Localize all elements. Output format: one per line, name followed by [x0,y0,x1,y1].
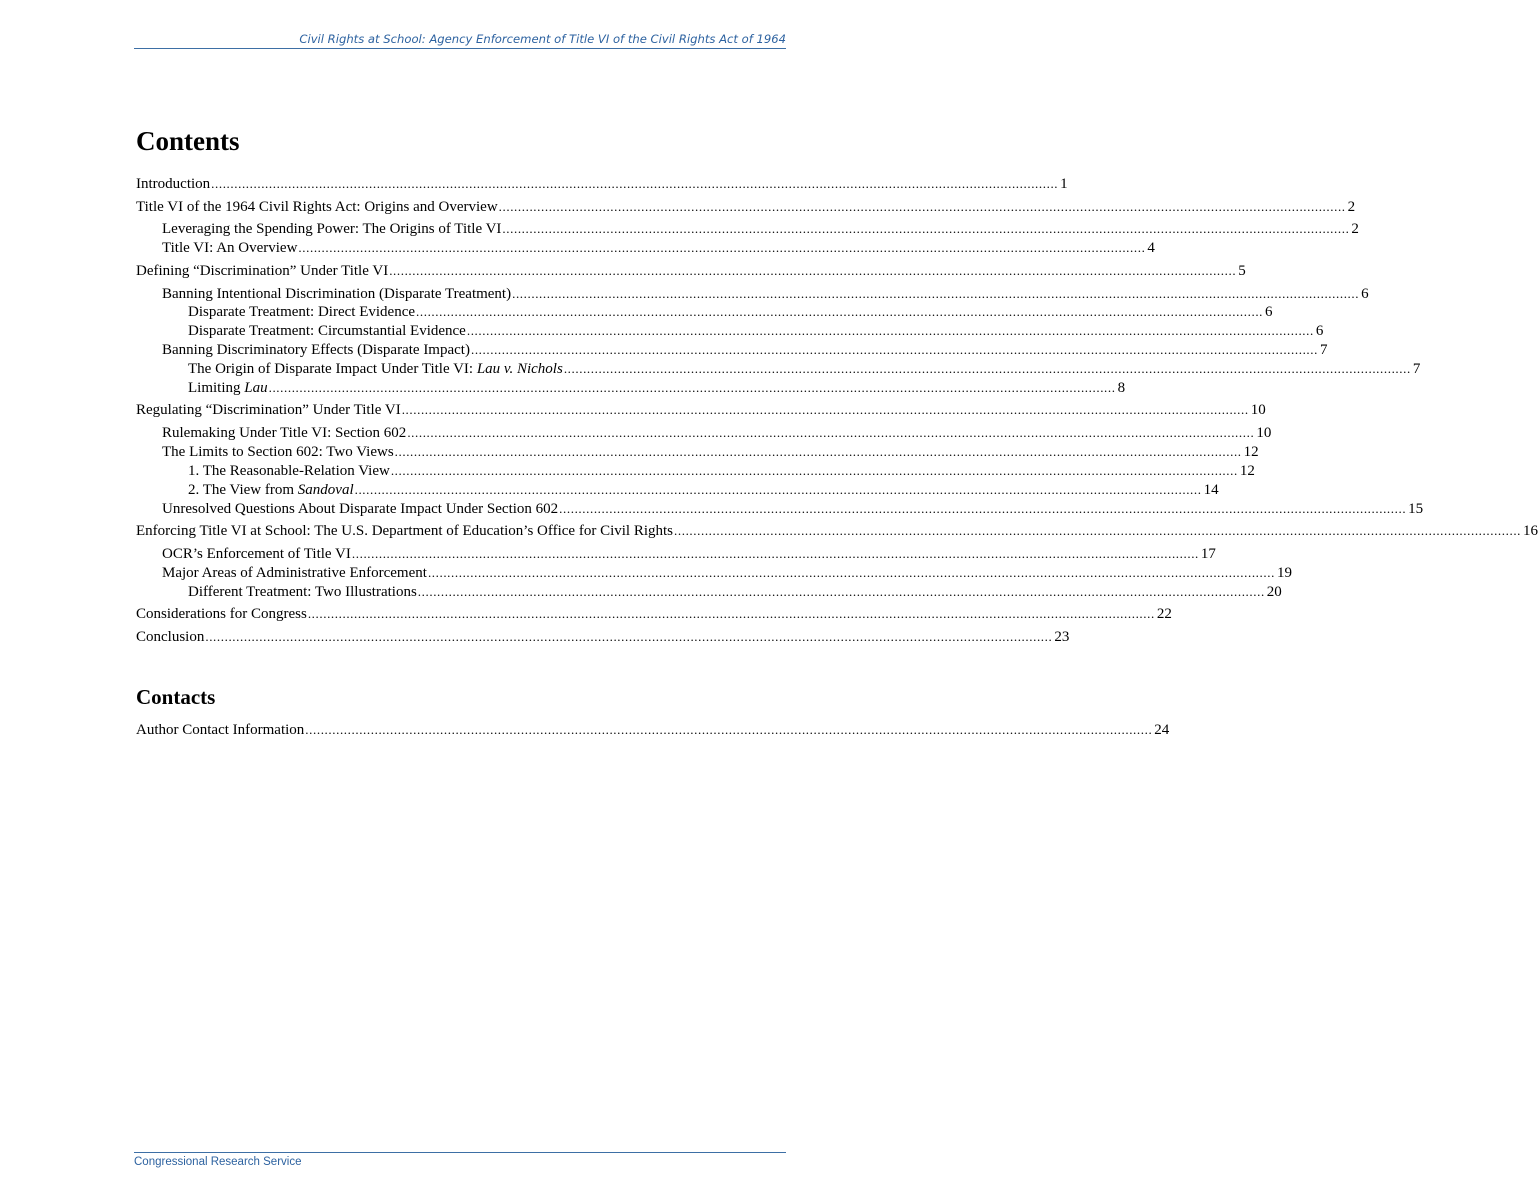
toc-page-number: 7 [1412,361,1421,377]
toc-entry-title: Author Contact Information [136,722,305,738]
toc-entry-spending-power[interactable]: Leveraging the Spending Power: The Origins of Title VI ............................................................................................................................................................................................................................ 2 [162,221,1359,237]
toc-entry-title: Banning Discriminatory Effects (Disparate Impact) [162,342,470,358]
toc-entry-title: Different Treatment: Two Illustrations [188,584,417,600]
toc-entry-lau-v-nichols[interactable]: The Origin of Disparate Impact Under Title VI: Lau v. Nichols ............................................................................................................................................................................................................................ 7 [188,361,1421,377]
toc-entry-title: Enforcing Title VI at School: The U.S. Department of Education’s Office for Civil Rights [136,523,674,539]
toc-entry-author-contact[interactable]: Author Contact Information ............................................................................................................................................................................................................................ 24 [136,722,1170,738]
toc-entry-defining-discrimination[interactable]: Defining “Discrimination” Under Title VI ............................................................................................................................................................................................................................ 5 [136,263,1246,279]
toc-page-number: 7 [1319,342,1328,358]
toc-entry-title: Conclusion [136,629,205,645]
toc-entry-title: Rulemaking Under Title VI: Section 602 [162,425,407,441]
toc-entry-title: Disparate Treatment: Direct Evidence [188,304,416,320]
toc-entry-title: Defining “Discrimination” Under Title VI [136,263,389,279]
toc-page-number: 14 [1203,482,1219,498]
toc-page-number: 23 [1054,629,1070,645]
toc-page-number: 5 [1238,263,1246,279]
toc-entry-title: Considerations for Congress [136,606,307,622]
toc-entry-title: Banning Intentional Discrimination (Disparate Treatment) [162,286,512,302]
toc-entry-title: OCR’s Enforcement of Title VI [162,546,351,562]
toc-entry-unresolved-questions[interactable]: Unresolved Questions About Disparate Impact Under Section 602 ............................................................................................................................................................................................................................ 15 [162,501,1424,517]
toc-entry-title: Major Areas of Administrative Enforcement [162,565,427,581]
toc-entry-circumstantial-evidence[interactable]: Disparate Treatment: Circumstantial Evidence ............................................................................................................................................................................................................................ 6 [188,323,1324,339]
toc-entry-title: 2. The View from Sandoval [188,482,354,498]
toc-entry-introduction[interactable]: Introduction ............................................................................................................................................................................................................................ 1 [136,176,1068,192]
toc-page-number: 2 [1347,199,1356,215]
toc-entry-major-areas[interactable]: Major Areas of Administrative Enforcement ............................................................................................................................................................................................................................ 19 [162,565,1292,581]
toc-entry-title-vi-origins[interactable]: Title VI of the 1964 Civil Rights Act: Origins and Overview ............................................................................................................................................................................................................................ 2 [136,199,1356,215]
toc-entry-view-from-sandoval[interactable]: 2. The View from Sandoval ............................................................................................................................................................................................................................ 14 [188,482,1219,498]
toc-page-number: 6 [1361,286,1369,302]
toc-entry-title: Unresolved Questions About Disparate Impact Under Section 602 [162,501,559,517]
toc-entry-rulemaking-section-602[interactable]: Rulemaking Under Title VI: Section 602 ............................................................................................................................................................................................................................ 10 [162,425,1272,441]
toc-entry-conclusion[interactable]: Conclusion ............................................................................................................................................................................................................................ 23 [136,629,1070,645]
toc-page-number: 8 [1117,380,1126,396]
toc-entry-different-treatment[interactable]: Different Treatment: Two Illustrations ............................................................................................................................................................................................................................ 20 [188,584,1282,600]
toc-entry-limiting-lau[interactable]: Limiting Lau ............................................................................................................................................................................................................................ 8 [188,380,1126,396]
toc-entry-title: Title VI: An Overview [162,240,298,256]
toc-page-number: 20 [1266,584,1282,600]
contents-heading: Contents [136,126,240,156]
toc-page-number: 19 [1276,565,1292,581]
toc-entry-title: Disparate Treatment: Circumstantial Evidence [188,323,466,339]
toc-entry-direct-evidence[interactable]: Disparate Treatment: Direct Evidence ............................................................................................................................................................................................................................ 6 [188,304,1273,320]
toc-entry-title: Limiting Lau [188,380,268,396]
toc-entry-enforcing-title-vi[interactable]: Enforcing Title VI at School: The U.S. Department of Education’s Office for Civil Rights ............................................................................................................................................................................................................................ 16 [136,523,1538,539]
toc-entry-regulating-discrimination[interactable]: Regulating “Discrimination” Under Title VI ............................................................................................................................................................................................................................ 10 [136,402,1266,418]
toc-entry-title: The Limits to Section 602: Two Views [162,444,394,460]
toc-entry-title: Introduction [136,176,211,192]
toc-page-number: 1 [1060,176,1068,192]
toc-page-number: 22 [1156,606,1172,622]
toc-page-number: 16 [1523,523,1538,539]
toc-entry-title: Title VI of the 1964 Civil Rights Act: Origins and Overview [136,199,498,215]
toc-page-number: 6 [1315,323,1324,339]
toc-entry-title: Regulating “Discrimination” Under Title VI [136,402,401,418]
contacts-heading: Contacts [136,685,216,709]
toc-entry-intentional-discrimination[interactable]: Banning Intentional Discrimination (Disparate Treatment) ............................................................................................................................................................................................................................ 6 [162,286,1369,302]
running-header: Civil Rights at School: Agency Enforcement of Title VI of the Civil Rights Act of 1964 [134,32,786,49]
toc-page-number: 15 [1408,501,1424,517]
toc-page-number: 10 [1256,425,1272,441]
toc-entry-title: 1. The Reasonable-Relation View [188,463,390,479]
toc-entry-title: Leveraging the Spending Power: The Origins of Title VI [162,221,502,237]
toc-entry-limits-section-602[interactable]: The Limits to Section 602: Two Views ............................................................................................................................................................................................................................ 12 [162,444,1259,460]
toc-page-number: 6 [1265,304,1273,320]
toc-page-number: 12 [1243,444,1259,460]
toc-page-number: 17 [1200,546,1216,562]
toc-entry-reasonable-relation[interactable]: 1. The Reasonable-Relation View ............................................................................................................................................................................................................................ 12 [188,463,1255,479]
toc-page-number: 4 [1147,240,1155,256]
toc-entry-title: The Origin of Disparate Impact Under Title VI: Lau v. Nichols [188,361,563,377]
toc-page-number: 2 [1351,221,1359,237]
toc-entry-considerations-congress[interactable]: Considerations for Congress ............................................................................................................................................................................................................................ 22 [136,606,1172,622]
toc-page-number: 10 [1250,402,1266,418]
toc-page-number: 12 [1239,463,1255,479]
toc-page-number: 24 [1154,722,1170,738]
toc-entry-ocr-enforcement[interactable]: OCR’s Enforcement of Title VI ............................................................................................................................................................................................................................ 17 [162,546,1216,562]
footer-publisher: Congressional Research Service [134,1152,786,1168]
toc-entry-discriminatory-effects[interactable]: Banning Discriminatory Effects (Disparate Impact) ............................................................................................................................................................................................................................ 7 [162,342,1328,358]
toc-entry-title-vi-overview[interactable]: Title VI: An Overview ............................................................................................................................................................................................................................ 4 [162,240,1155,256]
